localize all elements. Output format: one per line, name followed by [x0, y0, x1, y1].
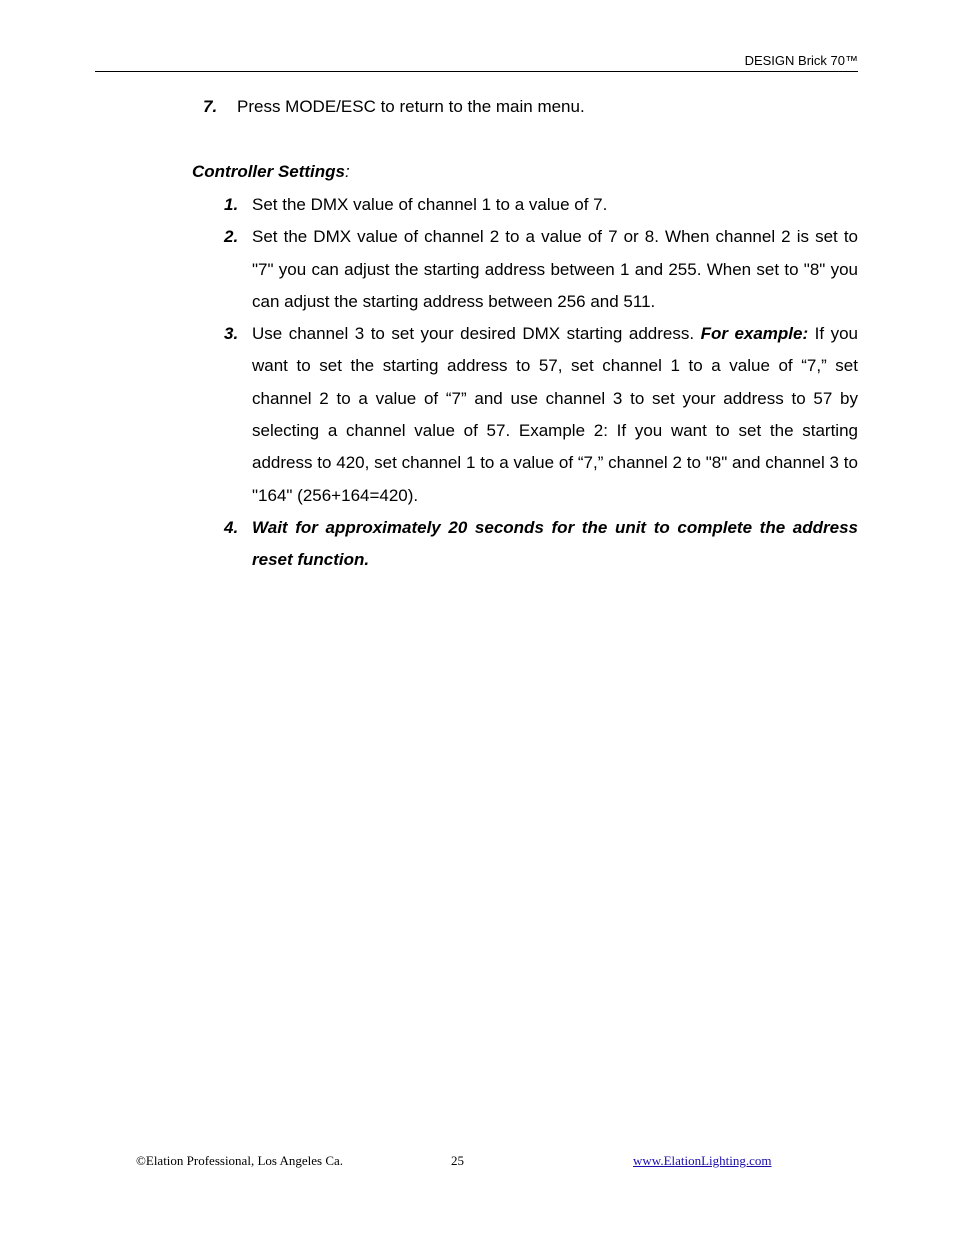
step-text: Set the DMX value of channel 1 to a value of 7.	[252, 195, 608, 214]
section-heading	[192, 161, 350, 183]
intro-step-number: 7.	[203, 97, 218, 116]
step-number: 4.	[224, 517, 239, 537]
footer-copyright: ©Elation Professional, Los Angeles Ca.	[136, 1153, 344, 1168]
step-text: Wait for approximately 20 seconds for the unit to complete the address reset function.	[252, 517, 858, 570]
section-heading-text: Controller Settings	[192, 162, 346, 181]
header-title: DESIGN Brick 70™	[744, 53, 858, 68]
list-item	[224, 318, 858, 512]
steps-list	[224, 189, 858, 577]
step-number: 3.	[224, 324, 239, 344]
step-text-rest: If you want to set the starting address to 57, set channel 1 to a value of “7,” set channel 2 to a value of “7” and use channel 3 to set your address to 57 by selecting a channel value of 57. Example 2: If you want to set the starting address to 420, set channel 1 to a value of “7,” channel 2 to "8" and channel 3 to "164" (256+164=420).	[252, 324, 858, 505]
footer-website-link[interactable]: www.ElationLighting.com	[633, 1153, 772, 1168]
step-number: 1.	[224, 195, 239, 214]
step-emphasis: For example:	[700, 324, 809, 344]
step-text-lead: Use channel 3 to set your desired DMX starting address.	[252, 324, 701, 344]
list-item	[224, 512, 858, 577]
section-heading-suffix: :	[345, 162, 350, 181]
list-item	[224, 189, 858, 221]
header-divider	[95, 71, 858, 72]
list-item	[224, 221, 858, 318]
step-text: Set the DMX value of channel 2 to a value of 7 or 8. When channel 2 is set to "7" you can adjust the starting address between 1 and 255. When set to "8" you can adjust the starting address between 256 and 511.	[252, 227, 858, 311]
footer-page-number: 25	[451, 1153, 464, 1168]
intro-step	[203, 96, 585, 118]
step-number: 2.	[224, 227, 239, 247]
intro-step-text: Press MODE/ESC to return to the main menu.	[237, 97, 585, 116]
